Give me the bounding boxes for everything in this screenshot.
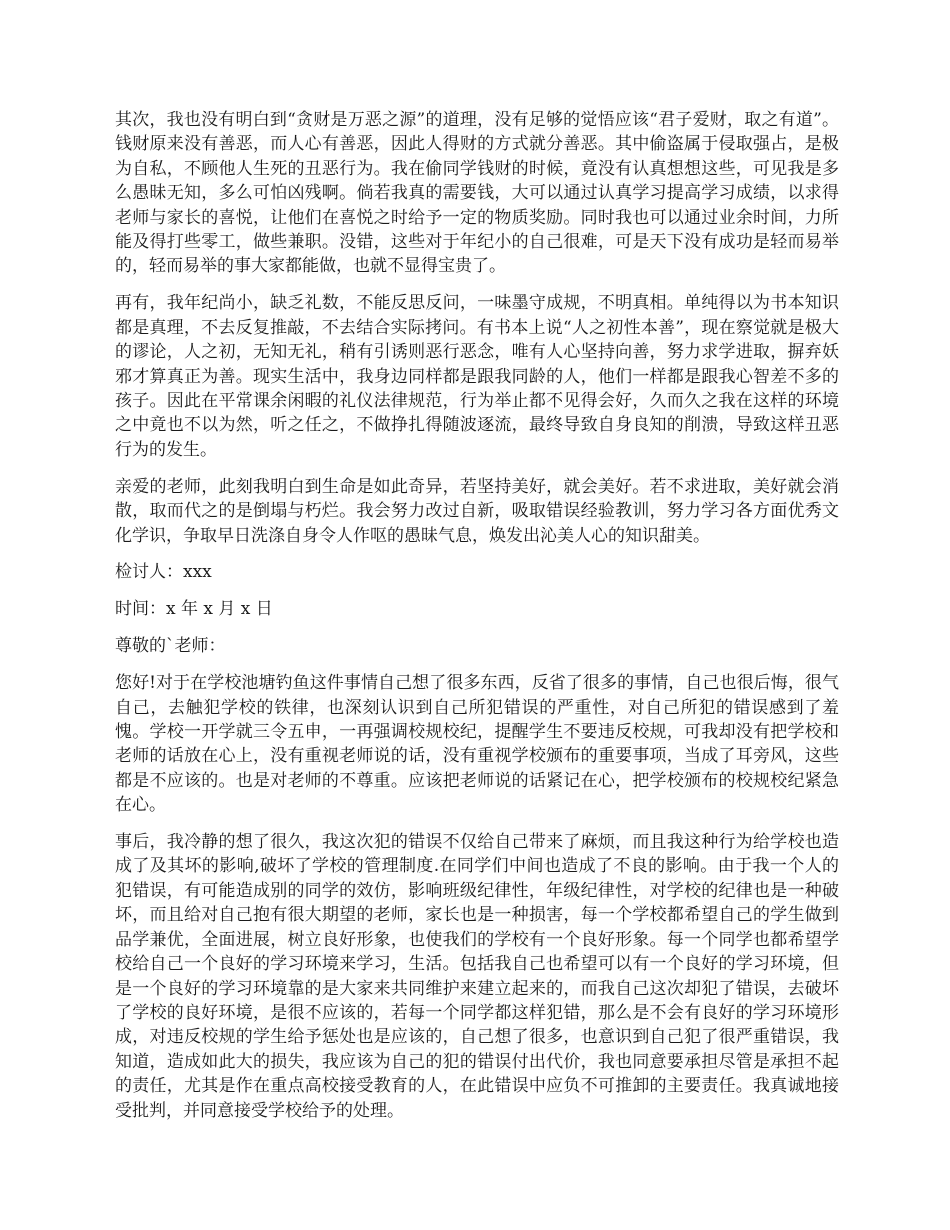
date-line: 时间：x 年 x 月 x 日	[115, 599, 273, 620]
paragraph-youth: 再有，我年纪尚小，缺乏礼数，不能反思反问，一味墨守成规，不明真相。单纯得以为书本知识都是真理，不去反复推敲，不去结合实际拷问。有书本上说“人之初性本善”，现在察觉就是极大的谬论，人之初，无知无礼，稍有引诱则恶行恶念，唯有人心坚持向善，努力求学进取，摒弃妖邪才算真正为善。现实生活中，我身边同样都是跟我同龄的人，他们一样都是跟我心智差不多的孩子。因此在平常课余闲暇的礼仪法律规范，行为举止都不见得会好，久而久之我在这样的环境之中竟也不以为然，听之任之，不做挣扎得随波逐流，最终导致自身良知的削溃，导致这样丑恶行为的发生。	[115, 293, 839, 460]
paragraph-reflection: 事后，我冷静的想了很久，我这次犯的错误不仅给自己带来了麻烦，而且我这种行为给学校也造成了及其坏的影响,破坏了学校的管理制度.在同学们中间也造成了不良的影响。由于我一个人的犯错误，有可能造成别的同学的效仿，影响班级纪律性，年级纪律性，对学校的纪律也是一种破坏，而且给对自己抱有很大期望的老师，家长也是一种损害，每一个学校都希望自己的学生做到品学兼优，全面进展，树立良好形象，也使我们的学校有一个良好形象。每一个同学也都希望学校给自己一个良好的学习环境来学习，生活。包括我自己也希望可以有一个良好的学习环境，但是一个良好的学习环境靠的是大家来共同维护来建立起来的，而我自己这次却犯了错误，去破坏了学校的良好环境，是很不应该的，若每一个同学都这样犯错，那么是不会有良好的学习环境形成，对违反校规的学生给予惩处也是应该的，自己想了很多，也意识到自己犯了很严重错误，我知道，造成如此大的损失，我应该为自己的犯的错误付出代价，我也同意要承担尽管是承担不起的责任，尤其是作在重点高校接受教育的人，在此错误中应负不可推卸的主要责任。我真诚地接受批判，并同意接受学校给予的处理。	[115, 832, 839, 1121]
paragraph-teacher: 亲爱的老师，此刻我明白到生命是如此奇异，若坚持美好，就会美好。若不求进取，美好就会消散，取而代之的是倒塌与朽烂。我会努力改过自新，吸取错误经验教训，努力学习各方面优秀文化学识，争取早日洗涤自身令人作呕的愚昧气息，焕发出沁美人心的知识甜美。	[115, 476, 839, 546]
paragraph-greed: 其次，我也没有明白到“贪财是万恶之源”的道理，没有足够的觉悟应该“君子爱财，取之有道”。钱财原来没有善恶，而人心有善恶，因此人得财的方式就分善恶。其中偷盗属于侵取强占，是极为自私，不顾他人生死的丑恶行为。我在偷同学钱财的时候，竟没有认真想想这些，可见我是多么愚昧无知，多么可怕凶残啊。倘若我真的需要钱，大可以通过认真学习提高学习成绩，以求得老师与家长的喜悦，让他们在喜悦之时给予一定的物质奖励。同时我也可以通过业余时间，力所能及得打些零工，做些兼职。没错，这些对于年纪小的自己很难，可是天下没有成功是轻而易举的，轻而易举的事大家都能做，也就不显得宝贵了。	[115, 110, 839, 277]
document-page	[115, 108, 839, 1135]
salutation-line: 尊敬的`老师：	[115, 636, 226, 657]
signature-line: 检讨人：xxx	[115, 562, 212, 583]
paragraph-fishing: 您好!对于在学校池塘钓鱼这件事情自己想了很多东西，反省了很多的事情，自己也很后悔，很气自己，去触犯学校的铁律，也深刻认识到自己所犯错误的严重性，对自己所犯的错误感到了羞愧。学校一开学就三令五申，一再强调校规校纪，提醒学生不要违反校规，可我却没有把学校和老师的话放在心上，没有重视老师说的话，没有重视学校颁布的重要事项，当成了耳旁风，这些都是不应该的。也是对老师的不尊重。应该把老师说的话紧记在心，把学校颁布的校规校纪紧急在心。	[115, 673, 839, 816]
